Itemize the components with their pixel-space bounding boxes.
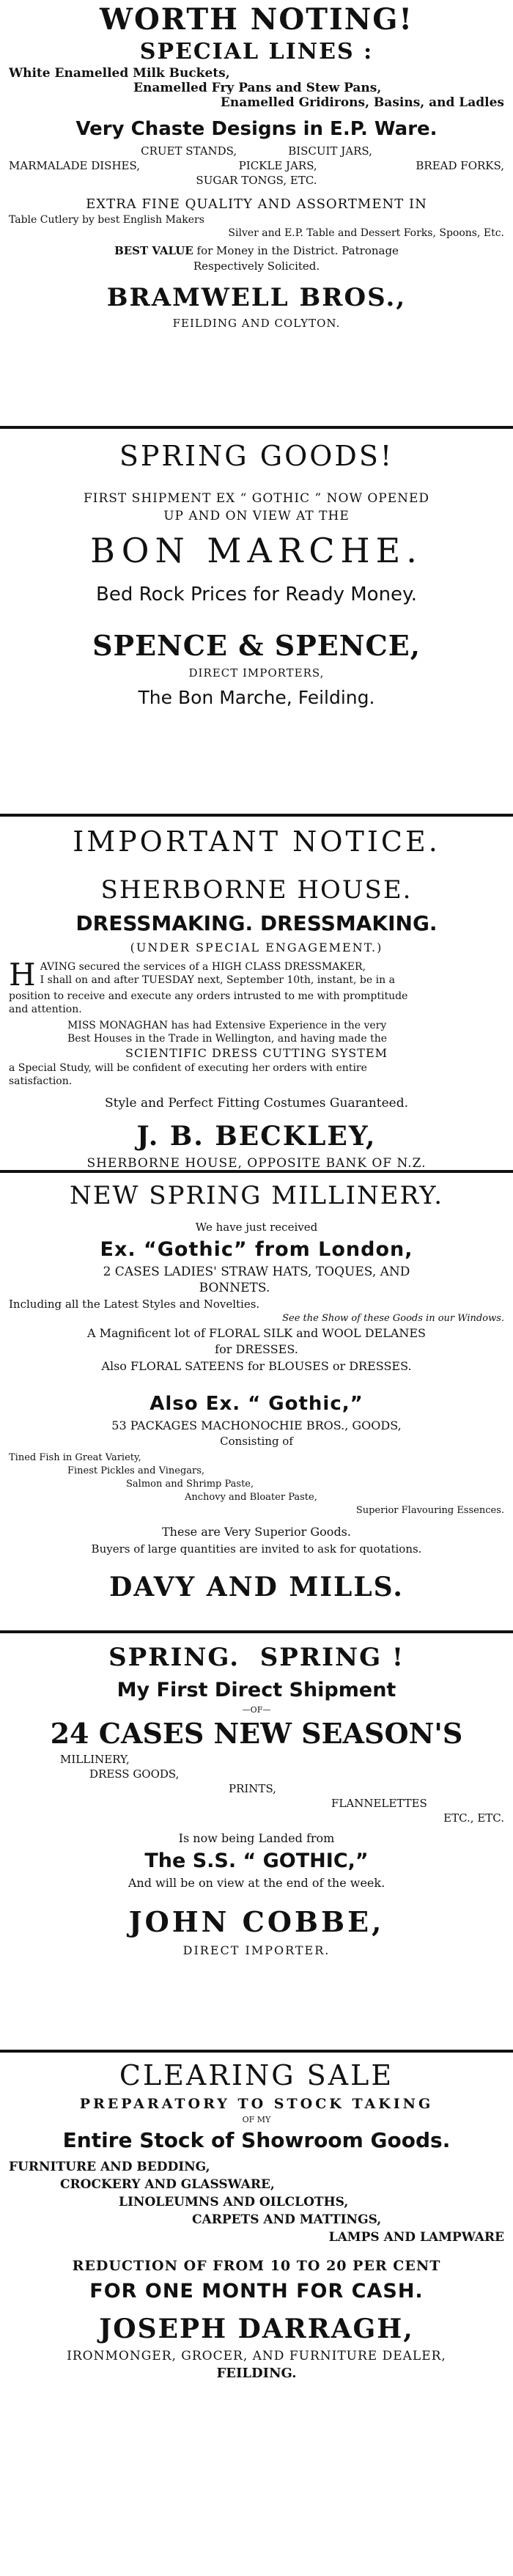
ad1-ware-bread: BREAD FORKS, xyxy=(416,159,504,172)
list-item: Finest Pickles and Vinegars, xyxy=(67,1465,205,1476)
ad3-p1-line-1: AVING secured the services of a HIGH CLASS DRESSMAKER, xyxy=(40,961,366,973)
ad2-line-1: FIRST SHIPMENT EX “ GOTHIC ” NOW OPENED xyxy=(83,491,430,506)
ad1-value-1 xyxy=(9,243,504,259)
ad1-ware-row-3: SUGAR TONGS, ETC. xyxy=(196,174,317,187)
ad5-heading: SPRING. SPRING ! xyxy=(108,1643,405,1672)
ad1-ware-row-2 xyxy=(9,158,504,173)
list-item: MILLINERY, xyxy=(60,1753,130,1766)
ad4-lot-2: for DRESSES. xyxy=(215,1342,298,1356)
ad4-superior: These are Very Superior Goods. xyxy=(162,1525,351,1539)
ad1-line-3: Enamelled Gridirons, Basins, and Ladles xyxy=(220,95,504,110)
ad3-guarantee: Style and Perfect Fitting Costumes Guaranteed. xyxy=(104,1096,409,1111)
list-item: Salmon and Shrimp Paste, xyxy=(126,1479,254,1490)
ad3-paragraph-1 xyxy=(9,957,504,1016)
ad3-house: SHERBORNE HOUSE. xyxy=(100,875,413,905)
ad3-p2-line-5: satisfaction. xyxy=(9,1075,73,1087)
ad2-address: The Bon Marche, Feilding. xyxy=(138,687,375,708)
list-item: LINOLEUMNS AND OILCLOTHS, xyxy=(119,2195,349,2209)
ad6-heading: CLEARING SALE xyxy=(119,2059,394,2091)
ad2-heading: SPRING GOODS! xyxy=(119,440,394,472)
ad-john-cobbe xyxy=(0,1639,513,1959)
ad3-dropcap: H xyxy=(9,957,36,993)
ad3-p1-line-4: and attention. xyxy=(9,1004,82,1015)
ad3-address: SHERBORNE HOUSE, OPPOSITE BANK OF N.Z. xyxy=(86,1156,427,1171)
list-item: CROCKERY AND GLASSWARE, xyxy=(60,2177,275,2192)
ad5-cases: 24 CASES NEW SEASON'S xyxy=(50,1717,463,1750)
ad1-ware-row-1 xyxy=(9,144,504,158)
ad4-consisting: Consisting of xyxy=(220,1435,293,1448)
ad3-heading: IMPORTANT NOTICE. xyxy=(73,825,440,858)
list-item: ETC., ETC. xyxy=(443,1811,504,1825)
ad4-buyers: Buyers of large quantities are invited to ask for quotations. xyxy=(91,1542,422,1556)
ad4-gothic: Ex. “Gothic” from London, xyxy=(100,1238,413,1261)
ad4-sateens: Also FLORAL SATEENS for BLOUSES or DRESSES. xyxy=(101,1359,412,1373)
ad4-received: We have just received xyxy=(195,1221,318,1234)
ad1-place: FEILDING AND COLYTON. xyxy=(172,317,341,330)
divider-4 xyxy=(0,1630,513,1633)
ad2-store: BON MARCHE. xyxy=(90,531,423,570)
ad5-shipment: My First Direct Shipment xyxy=(117,1679,396,1701)
ad-bramwell-bros xyxy=(0,0,513,331)
list-item: PRINTS, xyxy=(229,1782,276,1795)
ad6-role: IRONMONGER, GROCER, AND FURNITURE DEALER, xyxy=(67,2349,446,2363)
ad-beckley-sherborne-house xyxy=(0,823,513,1171)
ad2-role: DIRECT IMPORTERS, xyxy=(188,666,325,680)
ad1-cutlery-1: Table Cutlery by best English Makers xyxy=(9,214,204,226)
ad1-line-1: White Enamelled Milk Buckets, xyxy=(9,66,230,81)
ad1-firm: BRAMWELL BROS., xyxy=(106,283,407,312)
list-item: Superior Flavouring Essences. xyxy=(355,1505,504,1516)
ad5-ship: The S.S. “ GOTHIC,” xyxy=(144,1850,369,1872)
ad1-designs: Very Chaste Designs in E.P. Ware. xyxy=(75,118,438,140)
ad-spence-and-spence xyxy=(0,437,513,713)
ad4-also-gothic: Also Ex. “ Gothic,” xyxy=(150,1393,363,1415)
ad5-landed: Is now being Landed from xyxy=(178,1831,335,1845)
ad6-month: FOR ONE MONTH FOR CASH. xyxy=(89,2280,424,2303)
ad3-p2-line-4: a Special Study, will be confident of executing her orders with entire xyxy=(9,1062,367,1074)
list-item: Anchovy and Bloater Paste, xyxy=(185,1492,317,1503)
list-item: DRESS GOODS, xyxy=(89,1767,180,1781)
ad6-place: FEILDING. xyxy=(216,2366,297,2381)
ad4-items-list xyxy=(9,1451,504,1517)
ad1-subheading: SPECIAL LINES : xyxy=(139,39,374,65)
ad4-lot-1: A Magnificent lot of FLORAL SILK and WOOL DELANES xyxy=(86,1326,427,1340)
ad3-firm: J. B. BECKLEY, xyxy=(136,1121,377,1152)
ad5-of: —OF— xyxy=(242,1705,271,1715)
ad3-engagement: (UNDER SPECIAL ENGAGEMENT.) xyxy=(130,941,383,954)
ad2-line-2: UP AND ON VIEW AT THE xyxy=(163,509,350,523)
ad4-cases-2: BONNETS. xyxy=(199,1281,270,1295)
divider-5 xyxy=(0,2050,513,2053)
ad3-p2-line-3: SCIENTIFIC DRESS CUTTING SYSTEM xyxy=(125,1046,388,1060)
ad-davy-and-mills xyxy=(0,1177,513,1607)
ad1-cutlery-2: Silver and E.P. Table and Dessert Forks, Spoons, Etc. xyxy=(228,227,504,239)
divider-2 xyxy=(0,814,513,817)
ad4-styles: Including all the Latest Styles and Novelties. xyxy=(9,1298,260,1311)
ad5-items-list xyxy=(9,1752,504,1825)
ad4-packages: 53 PACKAGES MACHONOCHIE BROS., GOODS, xyxy=(111,1418,402,1432)
list-item: LAMPS AND LAMPWARE xyxy=(328,2230,504,2245)
ad5-view: And will be on view at the end of the week. xyxy=(128,1876,385,1890)
ad1-value-rest: for Money in the District. Patronage xyxy=(196,244,399,257)
ad6-reduction: REDUCTION OF FROM 10 TO 20 PER CENT xyxy=(72,2258,441,2274)
ad4-cases-1: 2 CASES LADIES' STRAW HATS, TOQUES, AND xyxy=(103,1265,410,1279)
ad6-prep: PREPARATORY TO STOCK TAKING xyxy=(79,2096,434,2112)
ad6-stock: Entire Stock of Showroom Goods. xyxy=(62,2128,451,2152)
ad1-value-bold: BEST VALUE xyxy=(114,244,193,257)
ad3-dress: DRESSMAKING. DRESSMAKING. xyxy=(75,911,438,935)
list-item: FURNITURE AND BEDDING, xyxy=(9,2160,210,2174)
ad3-p1-line-3: position to receive and execute any orders intrusted to me with promptitude xyxy=(9,990,408,1002)
ad1-ware-pickle: PICKLE JARS, xyxy=(238,159,317,172)
ad1-ware-cruet: CRUET STANDS, xyxy=(141,144,237,158)
list-item: CARPETS AND MATTINGS, xyxy=(192,2212,382,2227)
ad-joseph-darragh xyxy=(0,2057,513,2382)
ad1-quality: EXTRA FINE QUALITY AND ASSORTMENT IN xyxy=(86,196,427,212)
ad2-prices: Bed Rock Prices for Ready Money. xyxy=(95,584,417,606)
divider-3 xyxy=(0,1170,513,1173)
ad1-value-2: Respectively Solicited. xyxy=(193,260,320,273)
ad1-ware-marmalade: MARMALADE DISHES, xyxy=(9,159,140,172)
ad1-ware-biscuit: BISCUIT JARS, xyxy=(288,144,372,158)
ad6-items-list xyxy=(9,2158,504,2246)
ad3-p1-line-2: I shall on and after TUESDAY next, September 10th, instant, be in a xyxy=(40,974,395,986)
ad1-line-2: Enamelled Fry Pans and Stew Pans, xyxy=(133,81,382,95)
ad5-role: DIRECT IMPORTER. xyxy=(182,1943,331,1957)
list-item: Tined Fish in Great Variety, xyxy=(9,1452,141,1463)
ad3-p2-line-2: Best Houses in the Trade in Wellington, and having made the xyxy=(67,1033,388,1045)
ad4-firm: DAVY AND MILLS. xyxy=(109,1572,404,1602)
ad1-heading: WORTH NOTING! xyxy=(100,2,413,37)
divider-1 xyxy=(0,426,513,429)
ad6-of-my: OF MY xyxy=(242,2115,271,2124)
ad3-paragraph-2 xyxy=(9,1019,504,1088)
ad5-firm: JOHN COBBE, xyxy=(128,1905,385,1938)
ad3-p2-line-1: MISS MONAGHAN has had Extensive Experience in the very xyxy=(67,1020,387,1031)
ad2-firm: SPENCE & SPENCE, xyxy=(92,629,421,662)
ad4-heading: NEW SPRING MILLINERY. xyxy=(69,1181,444,1210)
ad6-firm: JOSEPH DARRAGH, xyxy=(99,2314,414,2344)
list-item: FLANNELETTES xyxy=(331,1797,427,1810)
ad4-windows: See the Show of these Goods in our Windows. xyxy=(282,1313,504,1324)
